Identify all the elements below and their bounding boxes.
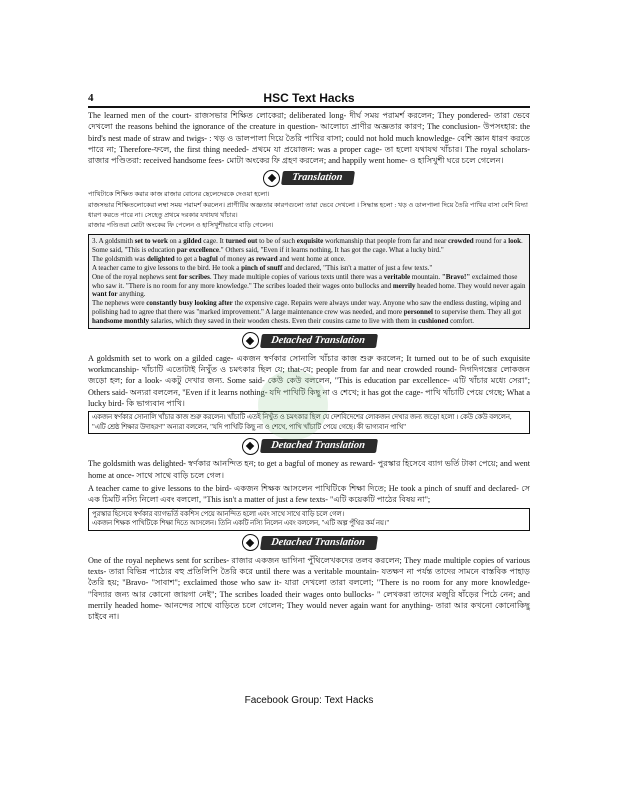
banner-label: Detached Translation <box>260 536 378 550</box>
translation-line: রাজার পণ্ডিতরা মোটা অংকের ফি পেলেন ও হাসিখুশীভাবে বাড়ি গেলেন। <box>88 222 274 230</box>
page-header <box>88 92 530 108</box>
banner-label: Detached Translation <box>260 334 378 348</box>
translation-text: পুরস্কার হিসেবে স্বর্ণকার ব্যাগভর্তি বকশিস পেয়ে আনন্দিত হলো এবং সাথে সাথে বাড়ি চলে গেল। <box>92 510 345 518</box>
diamond-icon <box>242 332 259 349</box>
banner-label: Translation <box>281 171 355 185</box>
translation-box-2 <box>88 508 530 531</box>
detached-paragraph-2b: A teacher came to give lessons to the bird- একজন শিক্ষক আসলেন পাখিটিকে শিক্ষা দিতে; He took a pinch of snuff and declared- সে এক চিমটি নস্যি নিলো এবং বললো, "This isn't a matter of just a few texts- "এটি কয়েকটি পাঠের বিষয় না"; <box>88 484 530 505</box>
detached-translation-banner-2 <box>88 437 530 455</box>
detached-paragraph-1: A goldsmith set to work on a gilded cage- একজন স্বর্ণকার সোনালি খাঁচার কাজ শুরু করলেন; It turned out to be of such exquisite workmcanship- খাঁচাটি এতোটাই নিখুঁত ও চমৎকার ছিল যে; that-যে; people from far and near crowded round- দিগদিগন্তের লোকজন জড়ো হল; for a look- একটু দেখার জন্য. Some said- কেউ কেউ বললেন, "This is education par excellence- এটি খাঁচার মধ্যে সেরা"; Others said- অন্যরা বললেন, "Even if it learns nothing- যদি পাখিটি কিছু না ও শেখে; it has got the cage- পাখি খাঁচাটি পেয়ে গেছে; What a lucky bird- কি ভাগ্যবান পাখি। <box>88 353 530 408</box>
detached-translation-banner-1 <box>88 332 530 350</box>
page <box>88 92 530 623</box>
passage-paragraph-1: 3. A goldsmith set to work on a gilded cage. It turned out to be of such exquisite workmanship that people from far and near crowded round for a look. Some said, "This is education par excellence." Others said, "Even if it learns nothing, It has got the cage. What a lucky bird." <box>92 237 523 254</box>
banner-label: Detached Translation <box>260 439 378 453</box>
passage-paragraph-4: One of the royal nephews sent for scribes. They made multiple copies of various texts until there was a veritable mountain. "Bravo!" exclaimed those who saw it. "There is no room for any more knowledge." The scribes loaded their wages onto bullocks and merrily headed home. They would never again want for anything. <box>92 273 526 299</box>
passage-box <box>88 234 530 328</box>
watermark-circle <box>258 370 328 440</box>
translation-banner <box>88 169 530 187</box>
translation-line: পাখিটাকে শিক্ষিত করার কাজ রাজার বোনের ছেলেদেরকে দেওয়া হলো। <box>88 191 270 199</box>
passage-paragraph-2: The goldsmith was delighted to get a bagful of money as reward and went home at once. <box>92 254 346 263</box>
page-footer: Facebook Group: Text Hacks <box>244 695 374 706</box>
intro-paragraph: The learned men of the court- রাজসভার শিক্ষিত লোকেরা; deliberated long- দীর্ঘ সময় পরামর্শ করলেন; They pondered- তারা ভেবে দেখলো the reasons behind the ignorance of the creature in question- আলোচ্য প্রাণীর অজ্ঞতার কারণ; The conclusion- উপসংহার: the bird's nest made of straw and twigs- : খড় ও ডালপালা দিয়ে তৈরি পাখির বাসা; could not hold much knowledge- বেশি জ্ঞান ধারণ করতে পারে না; Therefore-ফলে, the first thing needed- প্রথমে যা প্রয়োজন: was a proper cage- তা হলো যথাযথ খাঁচার। The royal scholars- রাজার পণ্ডিতরা: received handsome fees- মোটা অংকের ফি গ্রহণ করলেন; and happily went home- ও হাসিখুশী ঘরে চলে গেলেন। <box>88 111 530 166</box>
page-title: HSC Text Hacks <box>263 91 355 105</box>
detached-paragraph-3: One of the royal nephews sent for scribes- রাজার একজন ভাগিনা পুঁথিলেখকদের তলব করলেন; They made multiple copies of various texts- তারা বিভিন্ন পাঠ্যের বহু প্রতিলিপি তৈরি করে until there was a veritable mountain- যতক্ষণ না পর্যন্ত তাদের সামনে বাস্তবিক পাহাড় তৈরি হয়; "Bravo- "সাবাশ"; exclaimed those who saw it- যারা দেখলো তারা বললো; "There is no room for any more knowledge- "বিদ্যার জন্য আর কোনো জায়গা নেই"; The scribes loaded their wages onto bullocks- " লেখকরা তাদের মজুরি ষাঁড়ের পিঠে নেন; and merrily headed home- আনন্দের সাথে বাড়িতে চলে গেলেন; They would never again want for anything- তারা আর কখনো কোনোকিছু চাইবে না। <box>88 555 530 622</box>
diamond-icon <box>242 438 259 455</box>
detached-paragraph-2a: The goldsmith was delighted- স্বর্ণকার আনন্দিত হন; to get a bagful of money as reward- পুরস্কার হিসেবে ব্যাগ ভর্তি টাকা পেয়ে; and went home at once- সাথে সাথে বাড়ি চলে গেল। <box>88 459 530 480</box>
passage-paragraph-5: The nephews were constantly busy looking after the expensive cage. Repairs were always under way. Anyone who saw the endless dusting, wiping and polishing had to agree that there was "marked improvement." A large maintenance crew was needed, and more personnel to supervise them. They all got handsome monthly salaries, which they saved in their wooden chests. Even their cousins came to live with them in cushioned comfort. <box>92 299 522 325</box>
page-number: 4 <box>88 92 94 104</box>
diamond-icon <box>242 534 259 551</box>
translation-text: একজন শিক্ষক পাখিটিকে শিক্ষা দিতে আসলেন। তিনি একটি নস্যি নিলেন এবং বললেন, "এটি অল্প পুঁথির কর্ম নয়।" <box>92 520 390 528</box>
translation-line: রাজসভার শিক্ষিতলোকেরা লম্বা সময় পরামর্শ করলেন। প্রাণীটির অজ্ঞতার কারণগুলো তারা ভেবে দেখলো । সিদ্ধান্ত হলো : খড় ও ডালপালা দিয়ে তৈরি পাখির বাসা বেশি বিদ্যা ধারণ করতে পারে না। সেহেতু প্রথমে দরকার যথাযথ খাঁচার। <box>88 201 528 219</box>
detached-translation-banner-3 <box>88 534 530 552</box>
translation-block <box>88 190 530 231</box>
diamond-icon <box>263 170 280 187</box>
passage-paragraph-3: A teacher came to give lessons to the bird. He took a pinch of snuff and declared, "This isn't a matter of just a few texts." <box>92 264 433 273</box>
translation-text: একজন স্বর্ণকার সোনালি খাঁচার কাজ শুরু করলেন। খাঁচাটি এতই নিখুঁত ও চমৎকার ছিল যে দেশবিদেশের লোকজন দেখার জন্য জড়ো হলো । কেউ কেউ বললেন, "এটি শ্রেষ্ঠ শিক্ষার উদাহরণ" অন্যরা বললেন, "যদি পাখিটি কিছু না ও শেখে, পাখি খাঁচাটি পেয়ে গেছে। কী ভাগ্যবান পাখি" <box>92 414 512 431</box>
